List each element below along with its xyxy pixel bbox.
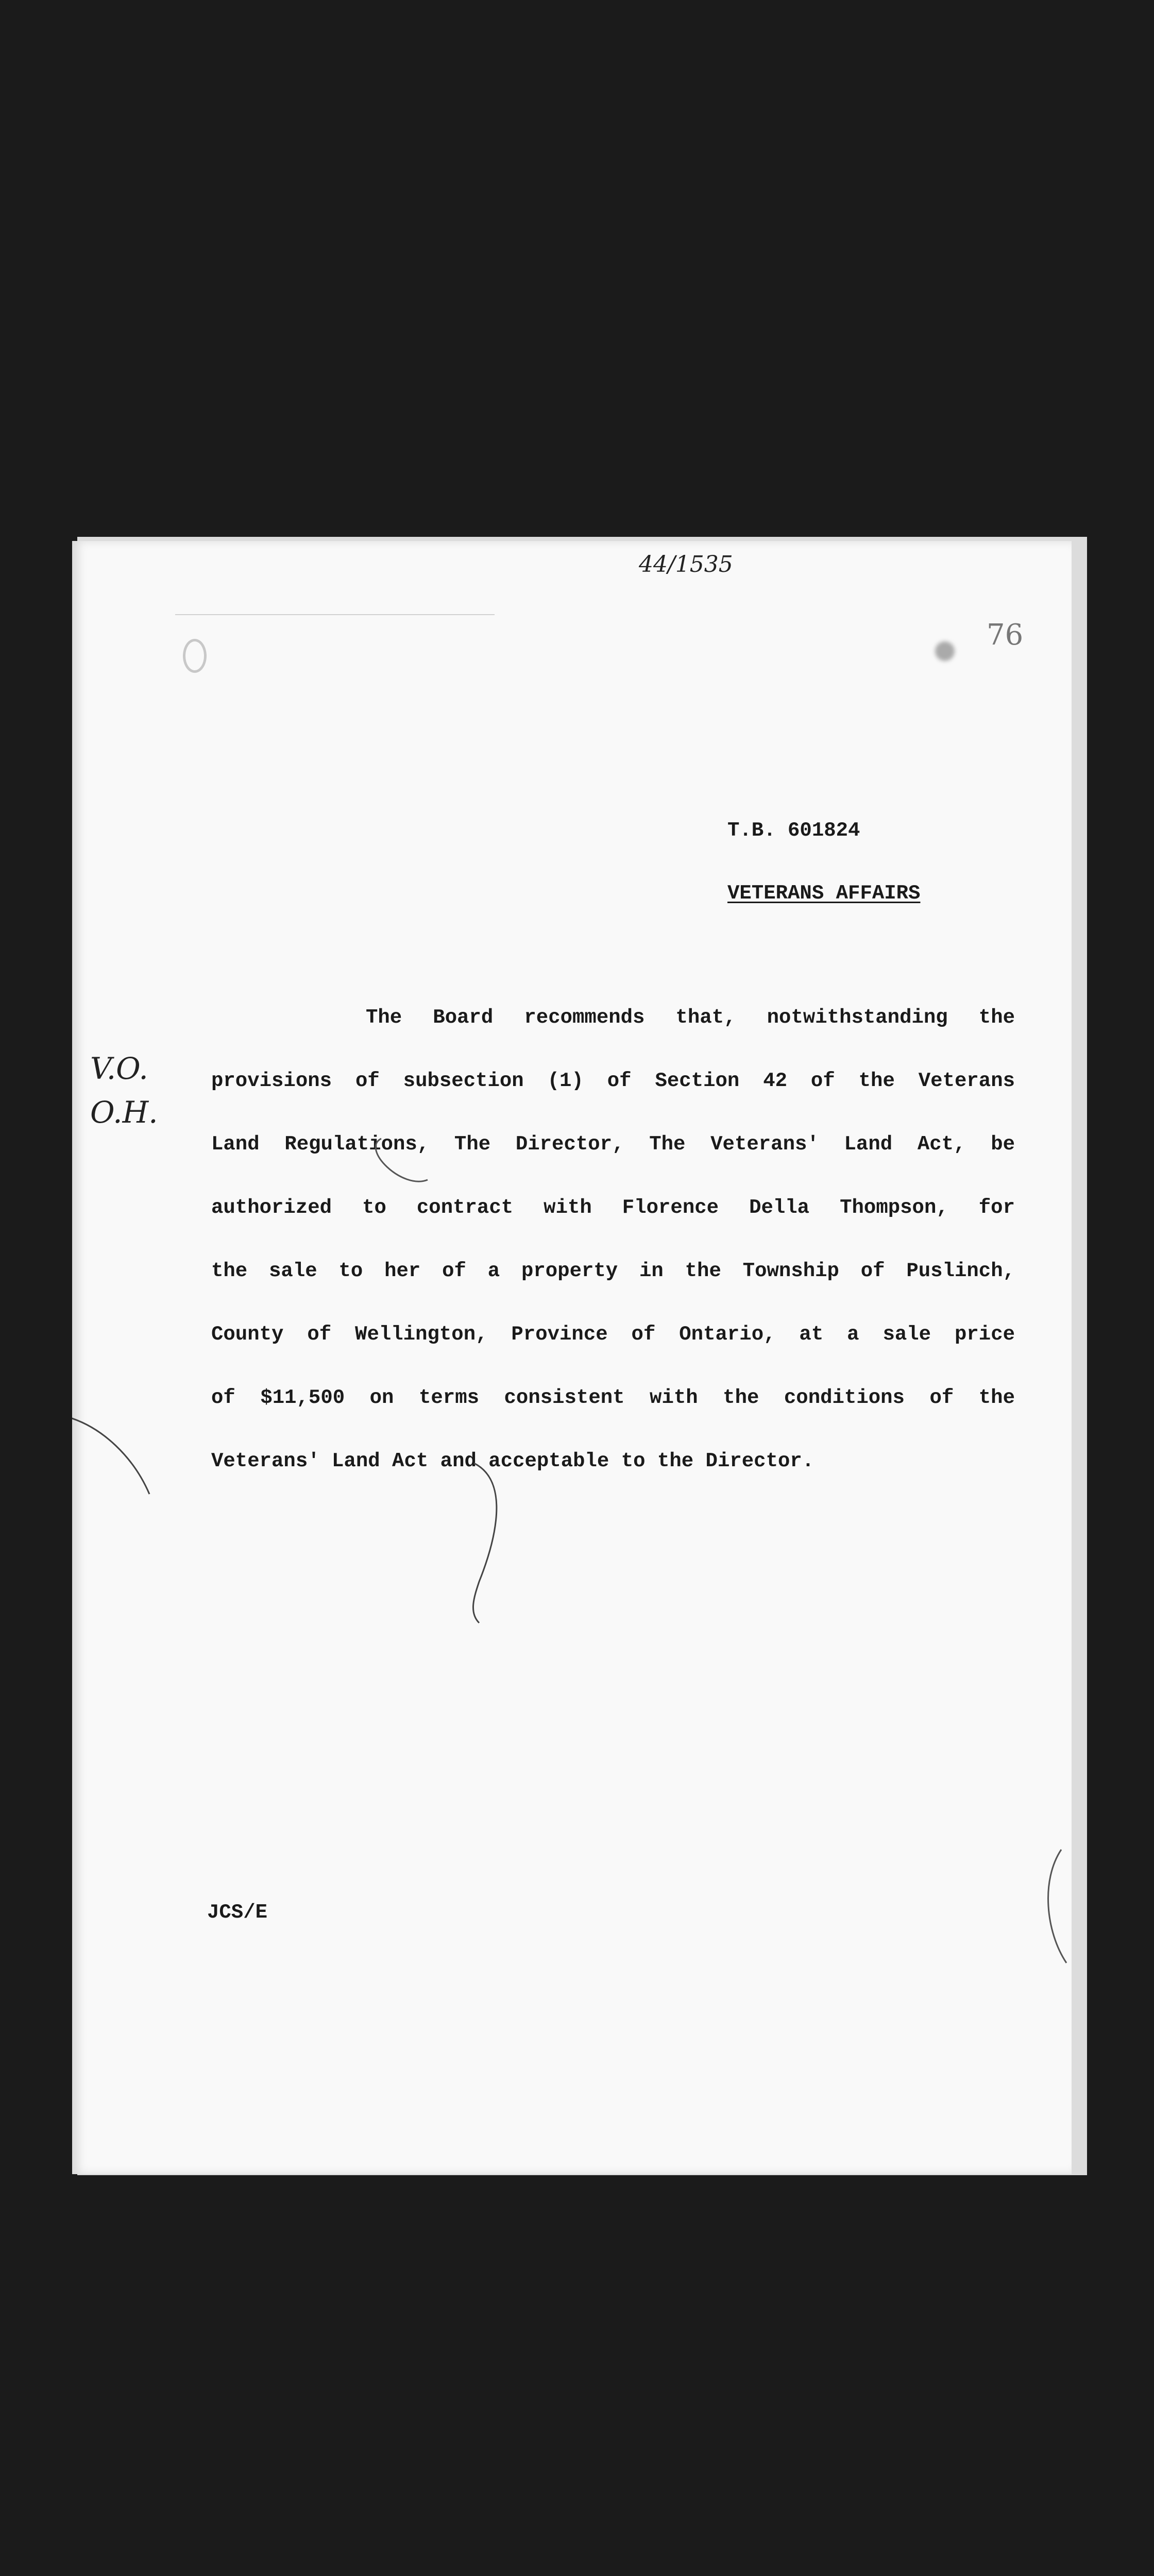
pencil-mark bbox=[376, 1139, 428, 1181]
pencil-marks bbox=[72, 541, 1072, 2174]
body-line: County of Wellington, Province of Ontario, at a sale price bbox=[211, 1323, 1015, 1346]
body-line: Veterans' Land Act and acceptable to the Director. bbox=[211, 1450, 814, 1472]
tb-number: T.B. 601824 bbox=[727, 819, 860, 842]
body-line: authorized to contract with Florence Della Thompson, for bbox=[211, 1196, 1015, 1219]
page-number: 76 bbox=[987, 618, 1024, 652]
margin-note: V.O. bbox=[90, 1051, 148, 1086]
body-line: provisions of subsection (1) of Section 42 of the Veterans bbox=[211, 1070, 1015, 1092]
document-page bbox=[72, 541, 1072, 2174]
pencil-mark bbox=[72, 1417, 149, 1494]
pencil-mark bbox=[473, 1463, 496, 1623]
body-line: the sale to her of a property in the Township of Puslinch, bbox=[211, 1260, 1015, 1282]
department-heading: VETERANS AFFAIRS bbox=[727, 882, 921, 905]
pencil-mark bbox=[1048, 1850, 1066, 1963]
margin-note: O.H. bbox=[90, 1095, 158, 1130]
body-line: of $11,500 on terms consistent with the conditions of the bbox=[211, 1386, 1015, 1409]
initials: JCS/E bbox=[207, 1901, 268, 1924]
body-line: The Board recommends that, notwithstanding the bbox=[366, 1006, 1015, 1029]
handwritten-reference: 44/1535 bbox=[639, 551, 733, 578]
body-line: Land Regulations, The Director, The Veterans' Land Act, be bbox=[211, 1133, 1015, 1156]
